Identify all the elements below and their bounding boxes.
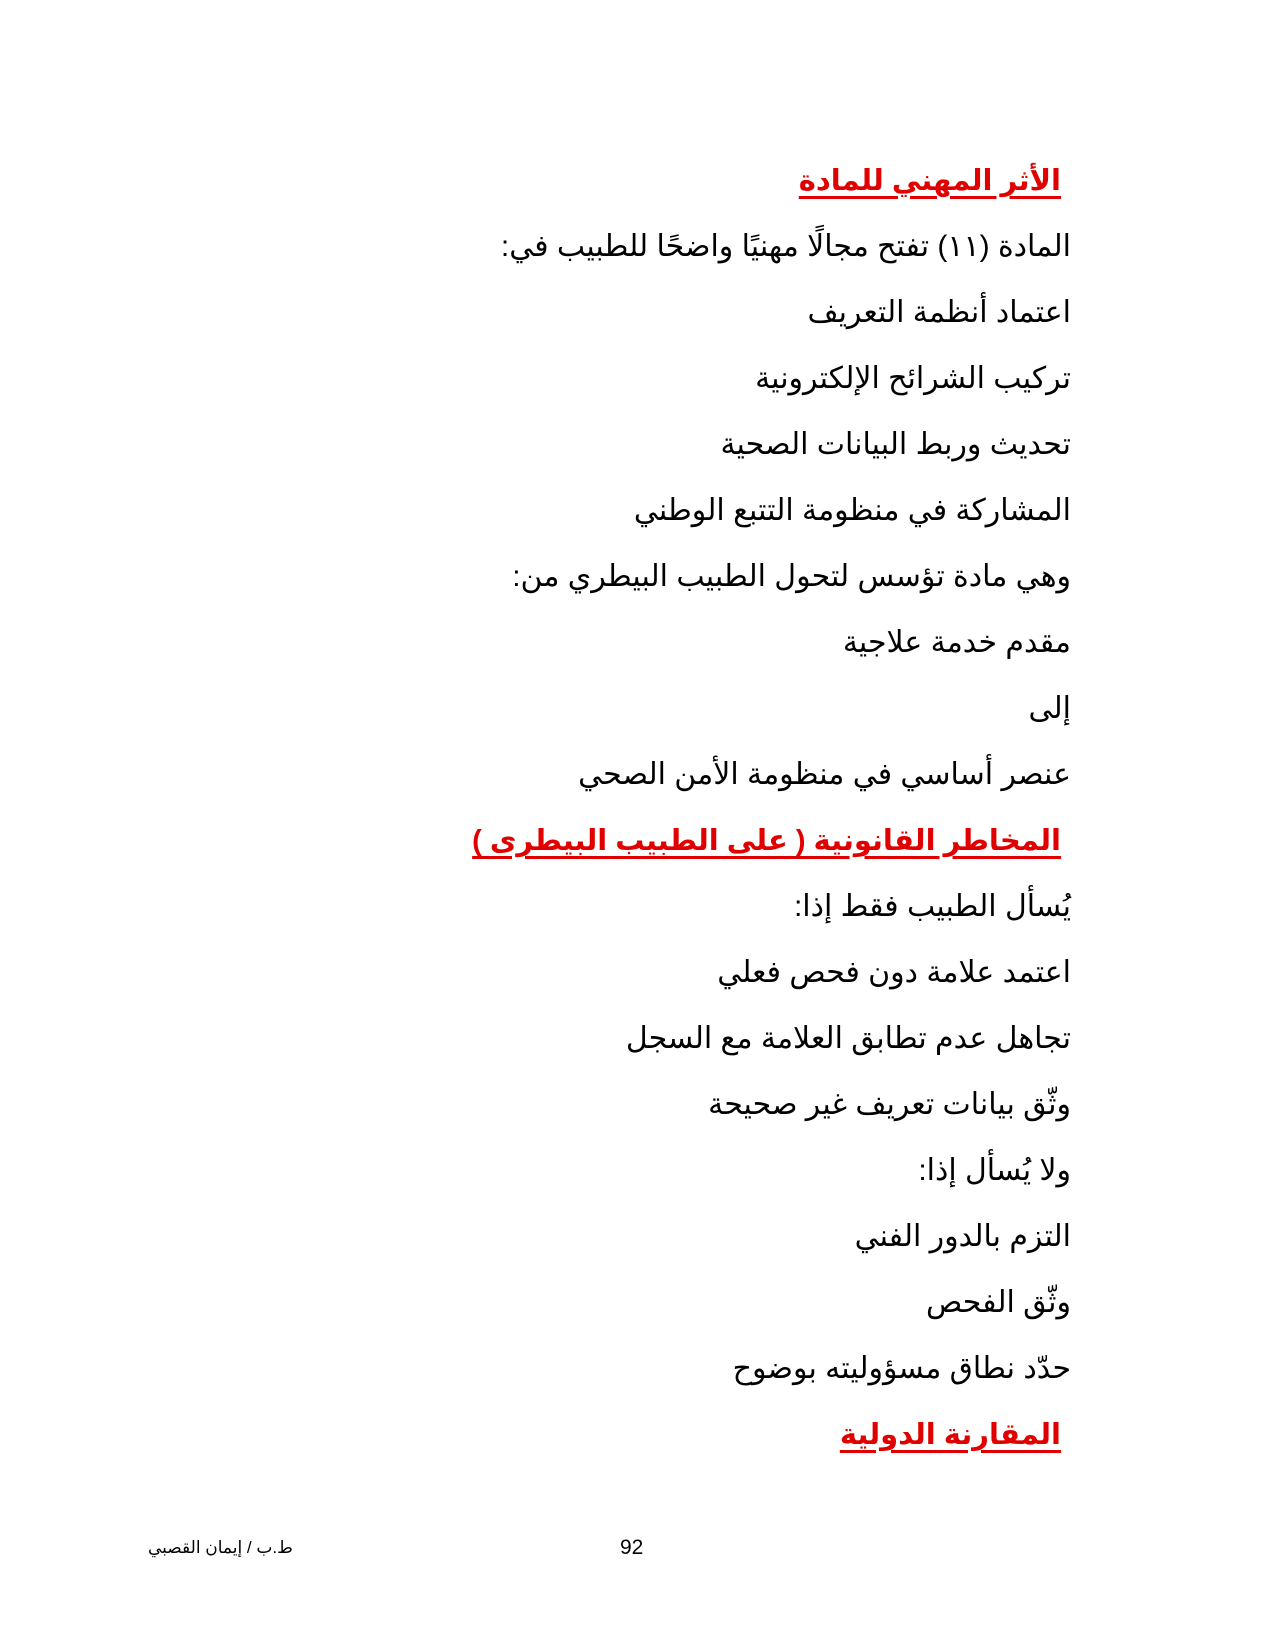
text-line: إلى	[1028, 692, 1071, 725]
text-line: تحديث وربط البيانات الصحية	[720, 428, 1071, 461]
section-heading-professional-impact: الأثر المهني للمادة	[798, 165, 1061, 197]
footer-author: ط.ب / إيمان القصبي	[148, 1538, 293, 1557]
text-line: تجاهل عدم تطابق العلامة مع السجل	[625, 1022, 1071, 1055]
page-number: 92	[620, 1536, 644, 1559]
text-line: وثّق الفحص	[926, 1286, 1071, 1319]
text-line: اعتمد علامة دون فحص فعلي	[717, 956, 1071, 989]
text-line: وهي مادة تؤسس لتحول الطبيب البيطري من:	[512, 560, 1071, 593]
text-line: المشاركة في منظومة التتبع الوطني	[633, 494, 1071, 527]
text-line: مقدم خدمة علاجية	[842, 626, 1071, 659]
text-line: يُسأل الطبيب فقط إذا:	[793, 890, 1071, 923]
section-heading-international-comparison: المقارنة الدولية	[839, 1419, 1061, 1451]
text-line: المادة (١١) تفتح مجالًا مهنيًا واضحًا للطبيب في:	[500, 230, 1071, 263]
text-line: تركيب الشرائح الإلكترونية	[755, 362, 1071, 395]
text-line: عنصر أساسي في منظومة الأمن الصحي	[578, 758, 1071, 791]
section-heading-legal-risks: المخاطر القانونية ( على الطبيب البيطرى )	[472, 825, 1061, 857]
text-line: ولا يُسأل إذا:	[918, 1154, 1071, 1187]
page-content	[271, 148, 1071, 1468]
text-line: اعتماد أنظمة التعريف	[807, 296, 1071, 329]
text-line: حدّد نطاق مسؤوليته بوضوح	[732, 1352, 1071, 1385]
text-line: وثّق بيانات تعريف غير صحيحة	[708, 1088, 1071, 1121]
text-line: التزم بالدور الفني	[854, 1220, 1071, 1253]
